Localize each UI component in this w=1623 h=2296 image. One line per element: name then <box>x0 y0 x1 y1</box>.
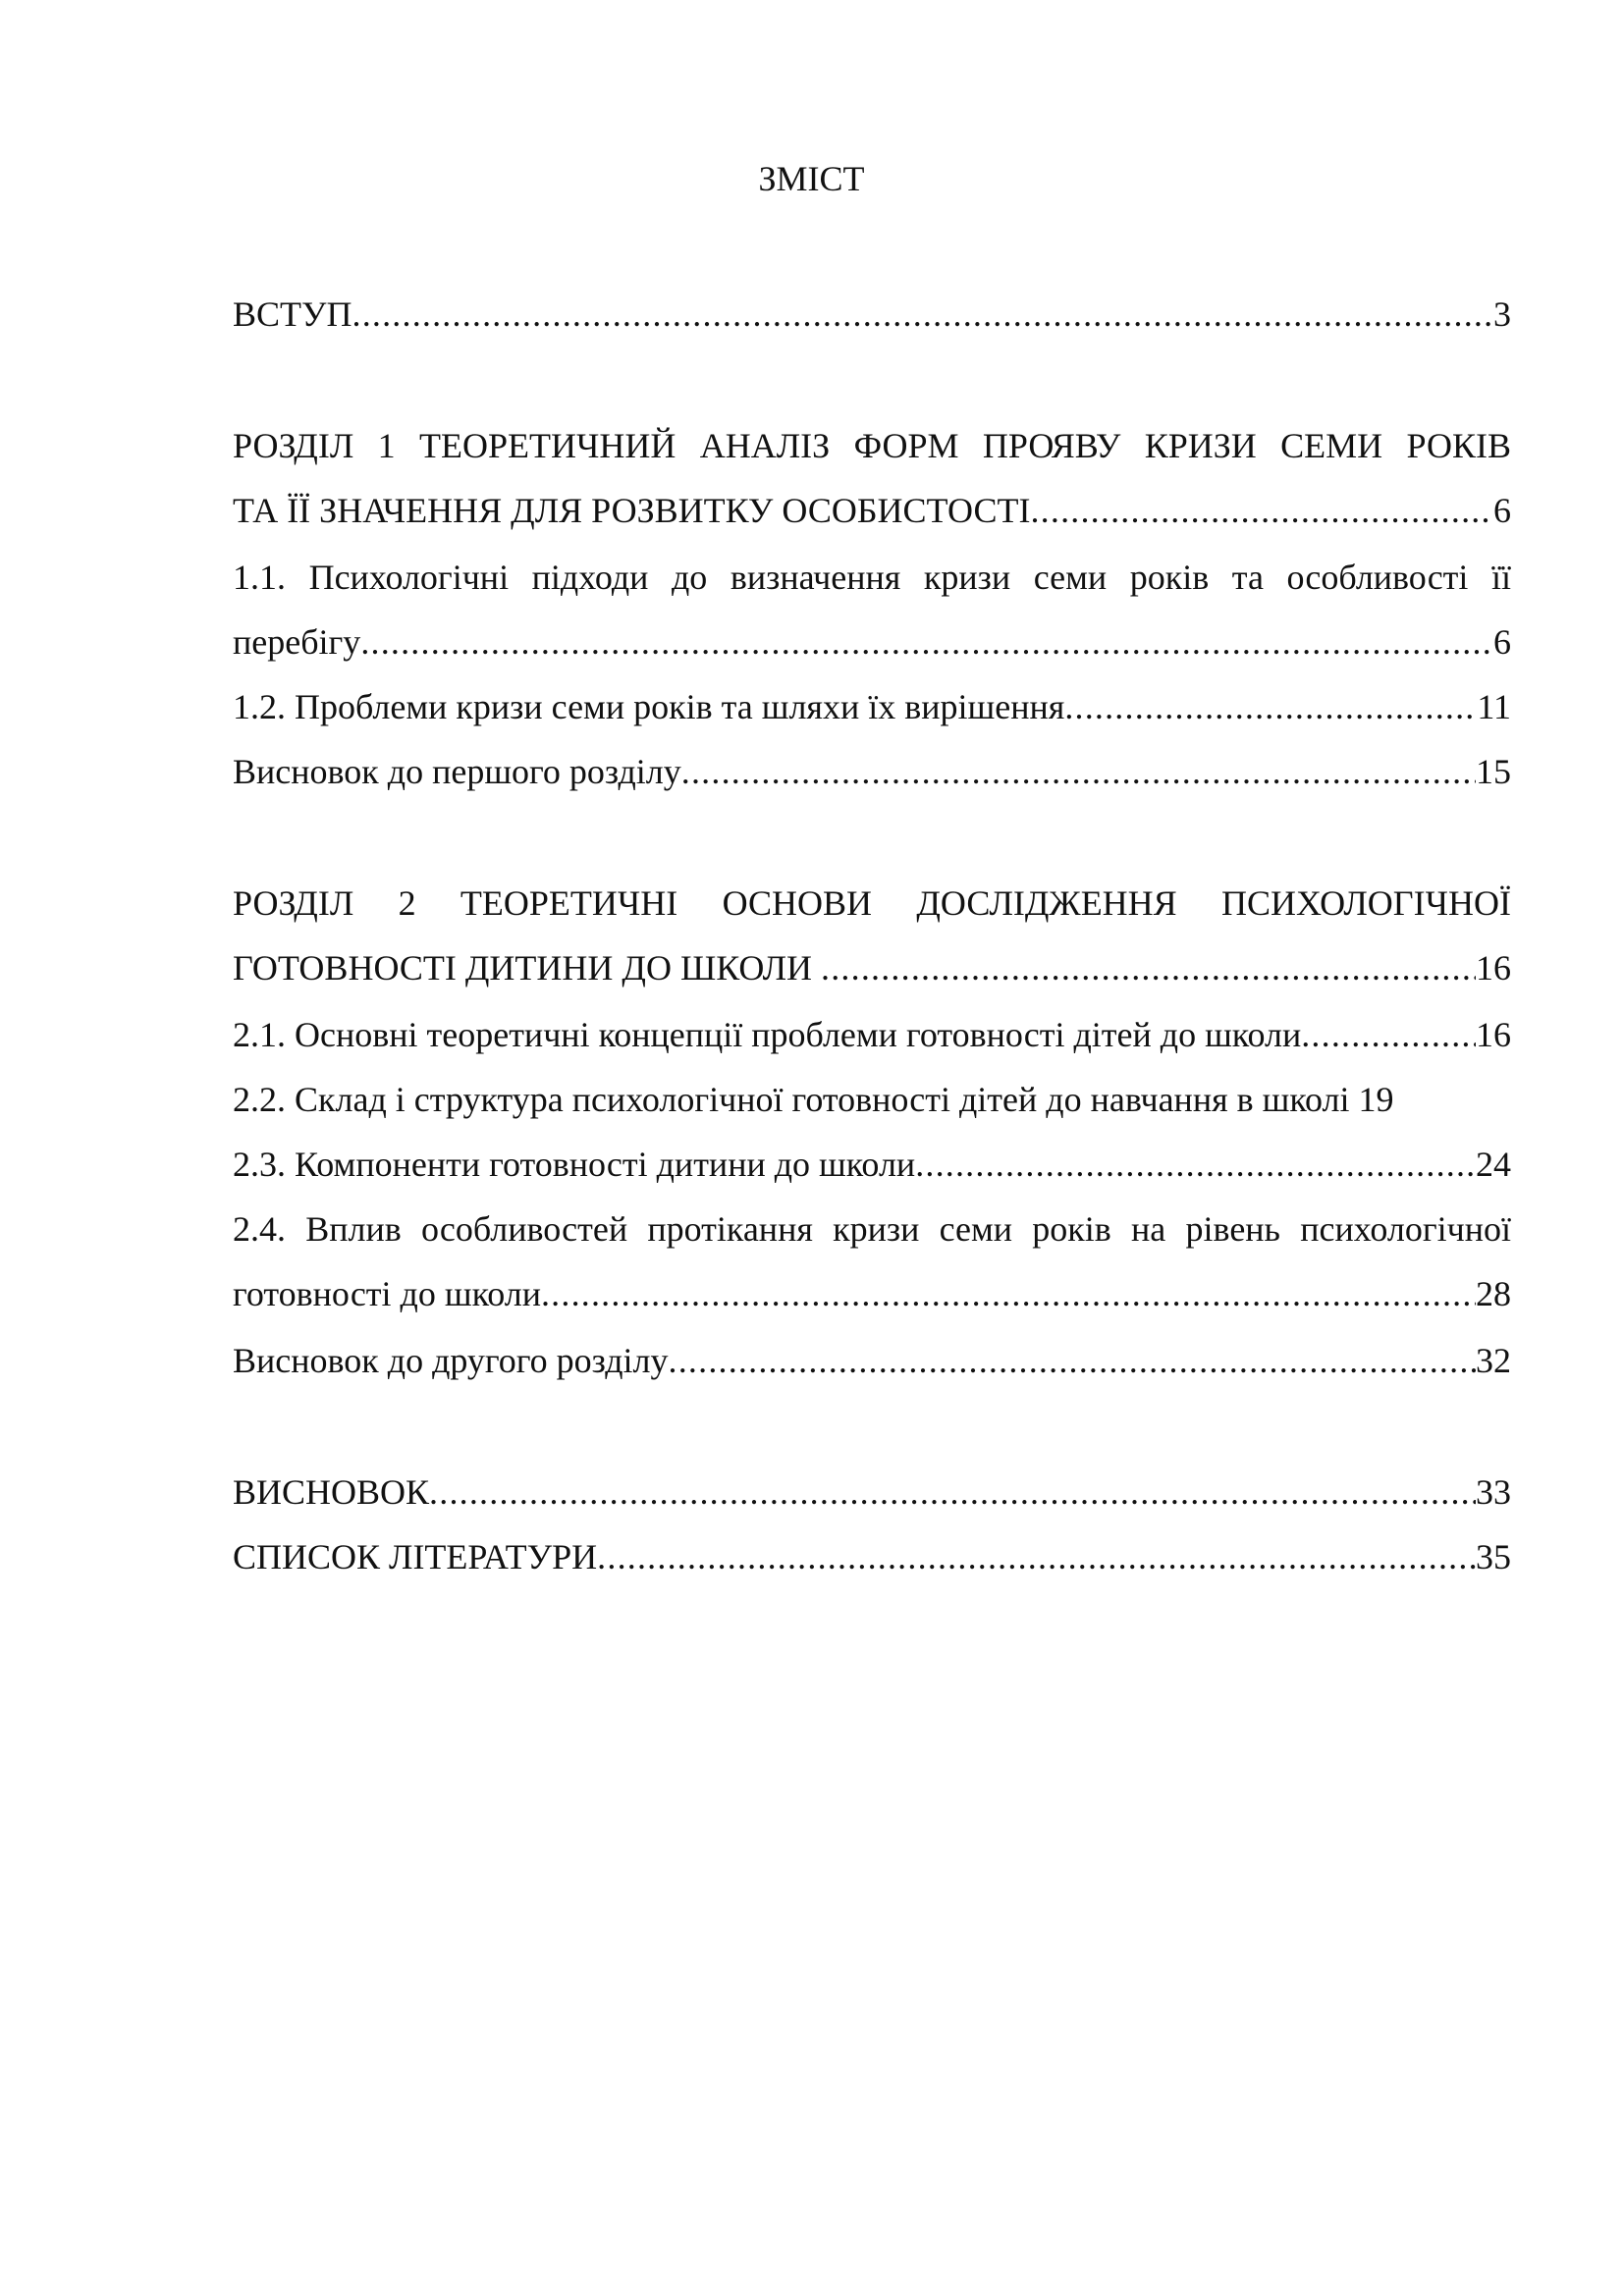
dot-leader <box>1301 1013 1476 1056</box>
toc-entry-text: 2.3. Компоненти готовності дитини до школи <box>233 1145 916 1184</box>
dot-leader <box>541 1272 1476 1315</box>
dot-leader <box>597 1535 1476 1578</box>
dot-leader <box>360 620 1493 664</box>
toc-entry-chapter2-line1[interactable] <box>233 881 1511 925</box>
toc-entry-text: 1.1. Психологічні підходи до визначення кризи семи років та особливості її <box>233 558 1511 597</box>
dot-leader <box>1064 685 1477 728</box>
toc-page-number: 33 <box>1476 1472 1511 1512</box>
toc-page-number: 11 <box>1477 687 1511 726</box>
toc-entry-text: перебігу <box>233 622 361 662</box>
toc-entry-text: ВИСНОВОК <box>233 1472 430 1512</box>
toc-entry-text: Висновок до другого розділу <box>233 1341 669 1380</box>
toc-page-number: 35 <box>1476 1537 1511 1576</box>
toc-entry-chapter2-line2[interactable] <box>233 946 1511 989</box>
toc-entry-1-2[interactable] <box>233 685 1511 728</box>
toc-page-number: 16 <box>1476 1015 1511 1054</box>
toc-entry-text: 1.2. Проблеми кризи семи років та шляхи їх вирішення <box>233 687 1065 726</box>
dot-leader <box>352 293 1494 336</box>
dot-leader <box>429 1470 1476 1514</box>
toc-page-number: 32 <box>1476 1341 1511 1380</box>
toc-entry-2-4-line2[interactable] <box>233 1272 1511 1315</box>
toc-page-number: 24 <box>1476 1145 1511 1184</box>
toc-entry-chapter2-conclusion[interactable] <box>233 1339 1511 1382</box>
toc-entry-text: 2.1. Основні теоретичні концепції проблеми готовності дітей до школи <box>233 1015 1302 1054</box>
toc-entry-text: Висновок до першого розділу <box>233 752 681 791</box>
toc-page-number: 6 <box>1493 622 1511 662</box>
toc-entry-references[interactable] <box>233 1535 1511 1578</box>
toc-entry-chapter1-line2[interactable] <box>233 489 1511 532</box>
toc-entry-text: РОЗДІЛ 2 ТЕОРЕТИЧНІ ОСНОВИ ДОСЛІДЖЕННЯ ПСИХОЛОГІЧНОЇ <box>233 883 1511 923</box>
toc-page-number: 16 <box>1476 948 1511 988</box>
dot-leader <box>669 1339 1476 1382</box>
toc-entry-2-4-line1[interactable] <box>233 1207 1511 1251</box>
dot-leader <box>1030 489 1493 532</box>
toc-entry-2-1[interactable] <box>233 1013 1511 1056</box>
dot-leader <box>681 750 1476 793</box>
toc-entry-chapter1-line1[interactable] <box>233 424 1511 467</box>
dot-leader <box>915 1143 1476 1186</box>
toc-entry-text: готовності до школи <box>233 1274 541 1313</box>
toc-entry-1-1-line1[interactable] <box>233 556 1511 599</box>
toc-page-number: 15 <box>1476 752 1511 791</box>
toc-entry-text: ВСТУП <box>233 294 352 334</box>
toc-page-number: 6 <box>1493 491 1511 530</box>
toc-entry-2-2[interactable] <box>233 1078 1511 1121</box>
toc-entry-text: ГОТОВНОСТІ ДИТИНИ ДО ШКОЛИ <box>233 948 822 988</box>
toc-page-number: 28 <box>1476 1274 1511 1313</box>
dot-leader <box>821 946 1476 989</box>
toc-entry-1-1-line2[interactable] <box>233 620 1511 664</box>
toc-entry-2-3[interactable] <box>233 1143 1511 1186</box>
toc-entry-text: ТА ЇЇ ЗНАЧЕННЯ ДЛЯ РОЗВИТКУ ОСОБИСТОСТІ <box>233 491 1031 530</box>
toc-entry-text: 2.2. Склад і структура психологічної готовності дітей до навчання в школі 19 <box>233 1080 1394 1119</box>
toc-entry-text: 2.4. Вплив особливостей протікання кризи семи років на рівень психологічної <box>233 1209 1511 1249</box>
toc-entry-text: СПИСОК ЛІТЕРАТУРИ <box>233 1537 598 1576</box>
toc-entry-intro[interactable] <box>233 293 1511 336</box>
toc-entry-text: РОЗДІЛ 1 ТЕОРЕТИЧНИЙ АНАЛІЗ ФОРМ ПРОЯВУ КРИЗИ СЕМИ РОКІВ <box>233 426 1511 465</box>
toc-entry-conclusion[interactable] <box>233 1470 1511 1514</box>
toc-page-number: 3 <box>1493 294 1511 334</box>
toc-entry-chapter1-conclusion[interactable] <box>233 750 1511 793</box>
page-title: ЗМІСТ <box>758 159 865 198</box>
